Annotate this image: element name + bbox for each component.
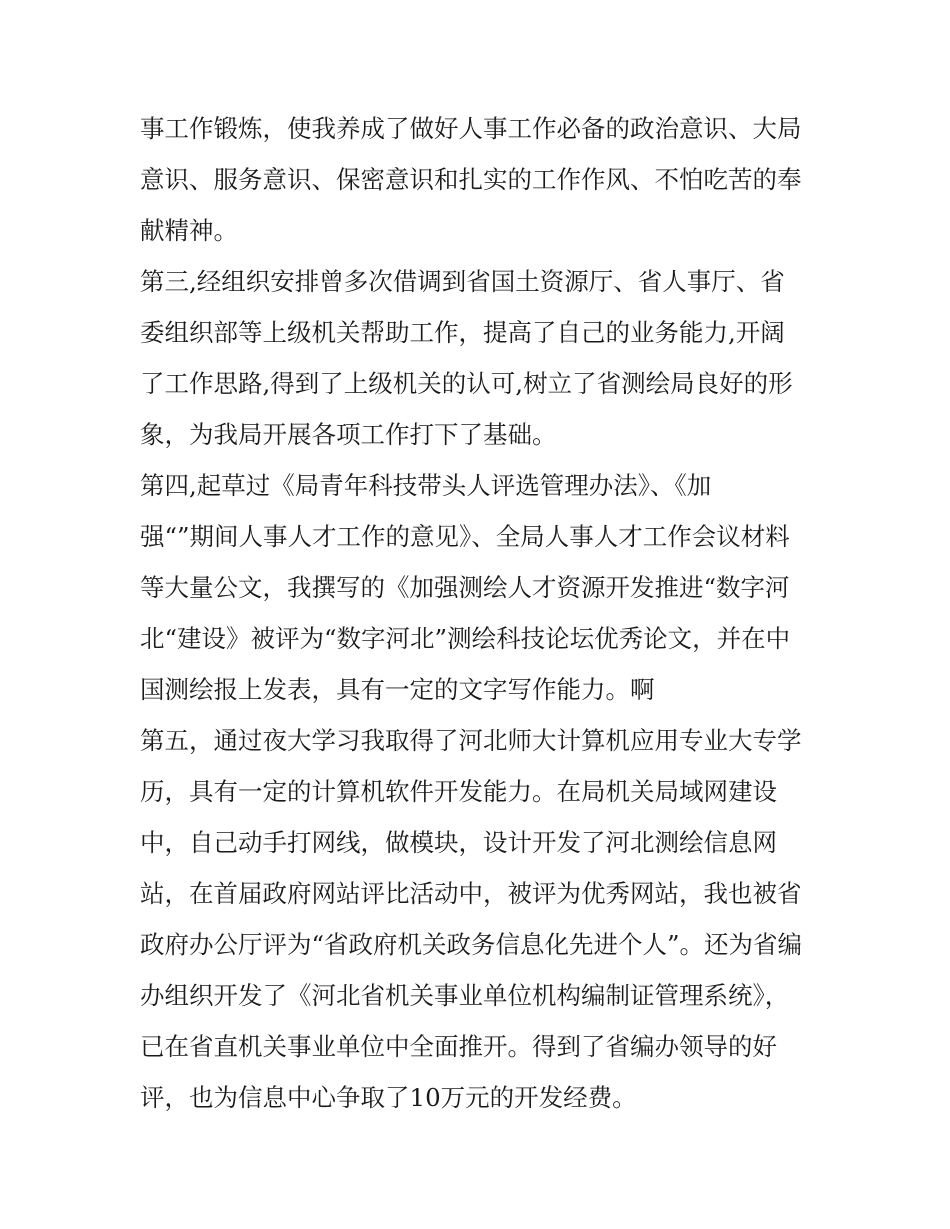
text-line: 强“”期间人事人才工作的意见》、全局人事人才工作会议材料 [140, 522, 790, 551]
text-line: 第四,起草过《局青年科技带头人评选管理办法》、《加 [140, 471, 712, 500]
text-line: 献精神。 [140, 216, 238, 245]
text-line: 评，也为信息中心争取了10万元的开发经费。 [140, 1083, 637, 1112]
text-line: 委组织部等上级机关帮助工作，提高了自己的业务能力,开阔 [140, 318, 785, 347]
text-line: 事工作锻炼，使我养成了做好人事工作必备的政治意识、大局 [140, 114, 802, 143]
text-line: 国测绘报上发表，具有一定的文字写作能力。啊 [140, 675, 655, 704]
text-line: 等大量公文，我撰写的《加强测绘人才资源开发推进“数字河 [140, 573, 790, 602]
text-line: 中，自己动手打网线，做模块，设计开发了河北测绘信息网 [140, 828, 777, 857]
text-line: 象，为我局开展各项工作打下了基础。 [140, 420, 557, 449]
text-line: 办组织开发了《河北省机关事业单位机构编制证管理系统》， [140, 981, 790, 1010]
text-line: 北“建设》被评为“数字河北”测绘科技论坛优秀论文，并在中 [140, 624, 791, 653]
body-text [140, 103, 820, 1123]
text-line: 历，具有一定的计算机软件开发能力。在局机关局域网建设 [140, 777, 777, 806]
text-line: 第三,经组织安排曾多次借调到省国土资源厅、省人事厅、省 [140, 267, 785, 296]
text-line: 已在省直机关事业单位中全面推开。得到了省编办领导的好 [140, 1032, 777, 1061]
text-line: 政府办公厅评为“省政府机关政务信息化先进个人”。还为省编 [140, 930, 803, 959]
text-line: 意识、服务意识、保密意识和扎实的工作作风、不怕吃苦的奉 [140, 165, 802, 194]
text-line: 站，在首届政府网站评比活动中，被评为优秀网站，我也被省 [140, 879, 802, 908]
text-line: 第五，通过夜大学习我取得了河北师大计算机应用专业大专学 [140, 726, 802, 755]
text-line: 了工作思路,得到了上级机关的认可,树立了省测绘局良好的形 [140, 369, 793, 398]
